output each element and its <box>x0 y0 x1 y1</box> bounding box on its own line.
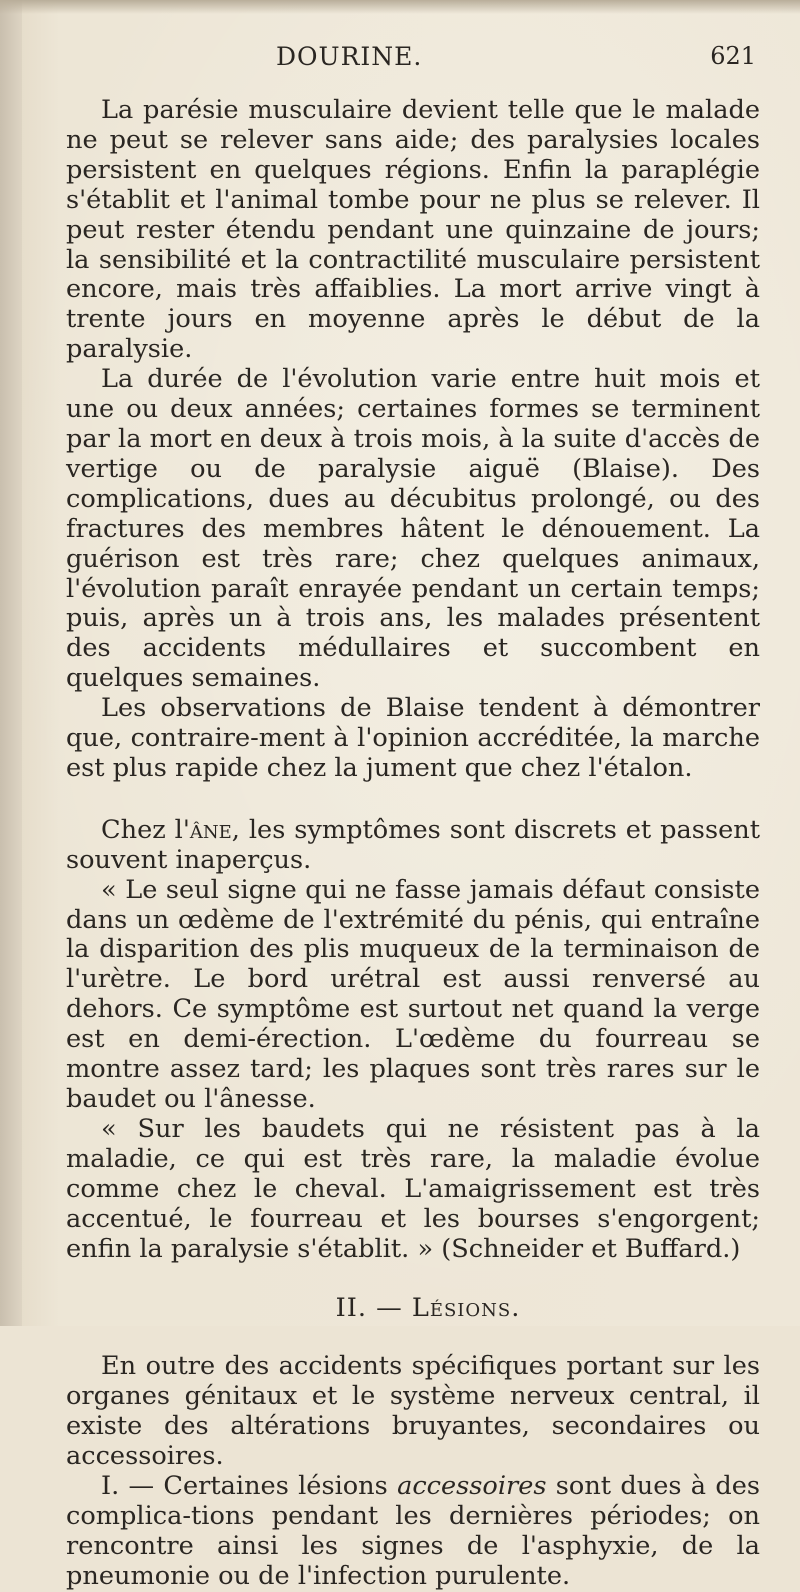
section-title-lesions <box>66 1294 760 1324</box>
paragraph-quote-signe: « Le seul signe qui ne fasse jamais défaut consiste dans un œdème de l'extrémité du pénis, qui entraîne la disparition des plis muqueux de la terminaison de l'urètre. Le bord urétral est aussi renversé au dehors. Ce symptôme est surtout net quand la verge est en demi-érection. L'œdème du fourreau se montre assez tard; les plaques sont très rares sur le baudet ou l'ânesse. <box>66 874 760 1114</box>
page-body <box>66 96 760 1592</box>
page-top-edge <box>0 0 800 14</box>
paragraph-chez-ane <box>66 816 760 876</box>
paragraph-lesions-accessoires <box>66 1472 760 1592</box>
page-binding-edge <box>0 0 22 1326</box>
lesions-italic-word: accessoires <box>397 1470 547 1501</box>
section-spacer-bottom <box>66 1324 760 1352</box>
lesions-text-start: I. — Certaines lésions <box>101 1470 398 1501</box>
chez-ane-text-end: , les symptômes sont discrets et passent souvent inaperçus. <box>66 814 760 875</box>
running-title: DOURINE. <box>276 42 423 71</box>
section-title-word: Lésions. <box>411 1293 521 1324</box>
paragraph-quote-baudets: « Sur les baudets qui ne résistent pas à la maladie, ce qui est très rare, la maladie évolue comme chez le cheval. L'amaigrissement est très accentué, le fourreau et les bourses s'engorgent; enfin la paralysie s'établit. » (Schneider et Buffard.) <box>66 1113 760 1264</box>
section-spacer-top <box>66 1264 760 1294</box>
paragraph-observations-blaise: Les observations de Blaise tendent à démontrer que, contraire-ment à l'opinion accréditée, la marche est plus rapide chez la jument que chez l'étalon. <box>66 693 760 783</box>
chez-ane-smallcaps: âne <box>189 814 232 845</box>
page-number: 621 <box>710 42 756 70</box>
paragraph-en-outre: En outre des accidents spécifiques portant sur les organes génitaux et le système nerveux central, il existe des altérations bruyantes, secondaires ou accessoires. <box>66 1351 760 1472</box>
lesions-text-end: sont dues à des complica-tions pendant les dernières périodes; on rencontre ainsi les signes de l'asphyxie, de la pneumonie ou de l'infection purulente. <box>66 1470 760 1591</box>
section-title-numeral: II. — <box>335 1293 412 1324</box>
paragraph-duree: La durée de l'évolution varie entre huit mois et une ou deux années; certaines formes se terminent par la mort en deux à trois mois, à la suite d'accès de vertige ou de paralysie aiguë (Blaise). Des complications, dues au décubitus prolongé, ou des fractures des membres hâtent le dénouement. La guérison est très rare; chez quelques animaux, l'évolution paraît enrayée pendant un certain temps; puis, après un à trois ans, les malades présentent des accidents médullaires et succombent en quelques semaines. <box>66 364 760 694</box>
paragraph-paresie: La parésie musculaire devient telle que le malade ne peut se relever sans aide; des paralysies locales persistent en quelques régions. Enfin la paraplégie s'établit et l'animal tombe pour ne plus se relever. Il peut rester étendu pendant une quinzaine de jours; la sensibilité et la contractilité musculaire persistent encore, mais très affaiblies. La mort arrive vingt à trente jours en moyenne après le début de la paralysie. <box>66 95 760 365</box>
chez-ane-text-start: Chez l' <box>101 814 190 845</box>
paragraph-spacer <box>66 784 760 816</box>
page-header <box>66 42 760 72</box>
